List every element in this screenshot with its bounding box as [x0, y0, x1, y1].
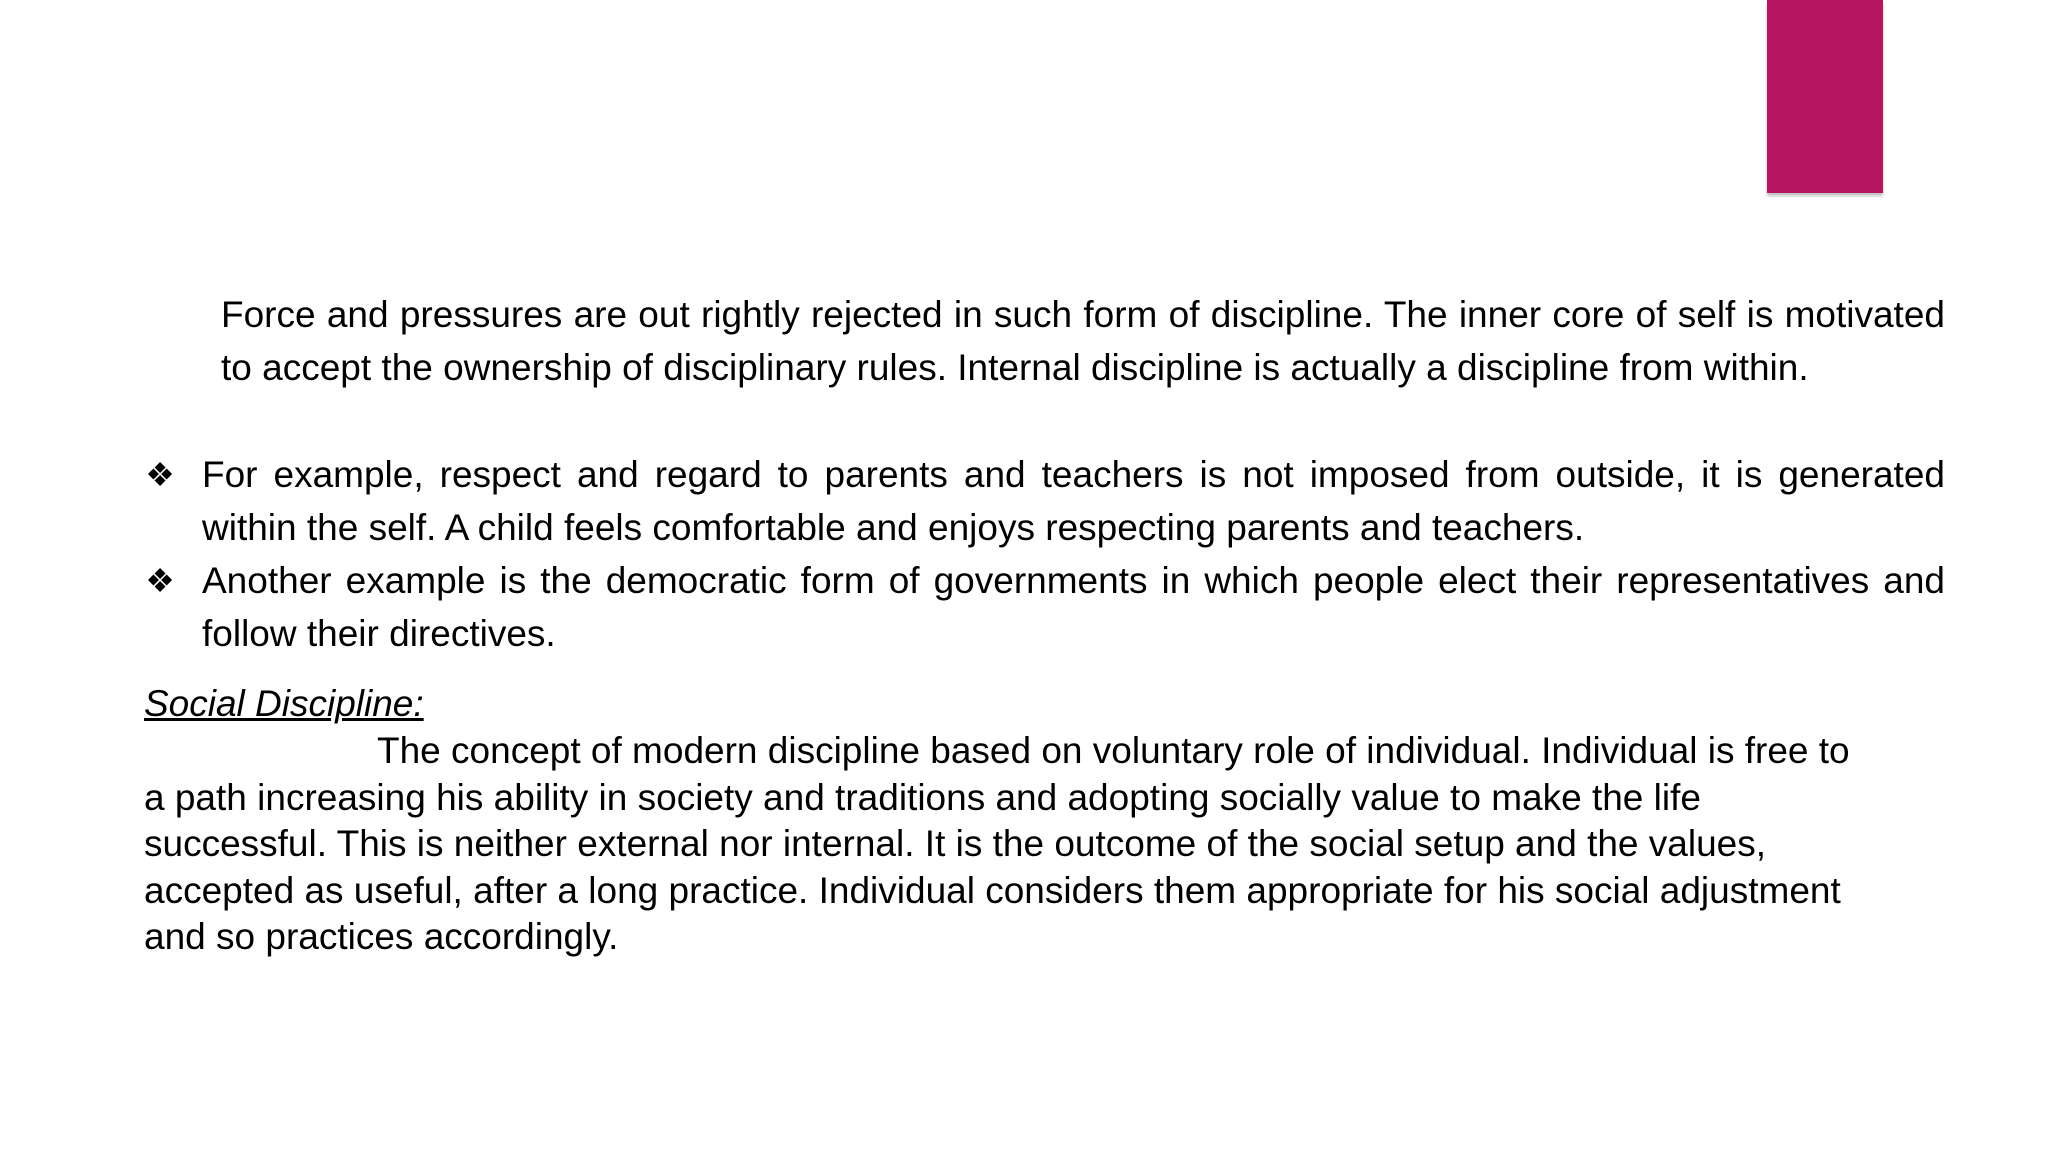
- section-paragraph: [144, 728, 1944, 961]
- paragraph-line: successful. This is neither external nor internal. It is the outcome of the social setup and the values,: [144, 823, 1767, 864]
- accent-bar: [1767, 0, 1883, 193]
- bullet-text: For example, respect and regard to parents and teachers is not imposed from outside, it is generated within the self. A child feels comfortable and enjoys respecting parents and teachers.: [202, 454, 1945, 548]
- list-item: [140, 448, 1945, 554]
- paragraph-line: and so practices accordingly.: [144, 916, 619, 957]
- bullet-text: Another example is the democratic form of governments in which people elect their representatives and follow their directives.: [202, 560, 1945, 654]
- paragraph-line: The concept of modern discipline based on voluntary role of individual. Individual is free to: [377, 730, 1850, 771]
- intro-paragraph: Force and pressures are out rightly rejected in such form of discipline. The inner core of self is motivated to accept the ownership of disciplinary rules. Internal discipline is actually a discipline from within.: [221, 294, 1945, 388]
- bullet-list: [140, 448, 1945, 660]
- diamond-bullet-icon: ❖: [145, 562, 175, 599]
- section-heading: Social Discipline:: [144, 683, 424, 724]
- paragraph-line: accepted as useful, after a long practice. Individual considers them appropriate for his social adjustment: [144, 869, 1841, 911]
- diamond-bullet-icon: ❖: [145, 456, 175, 493]
- list-item: [140, 554, 1945, 660]
- paragraph-line: a path increasing his ability in society and traditions and adopting socially value to make the life: [144, 776, 1701, 818]
